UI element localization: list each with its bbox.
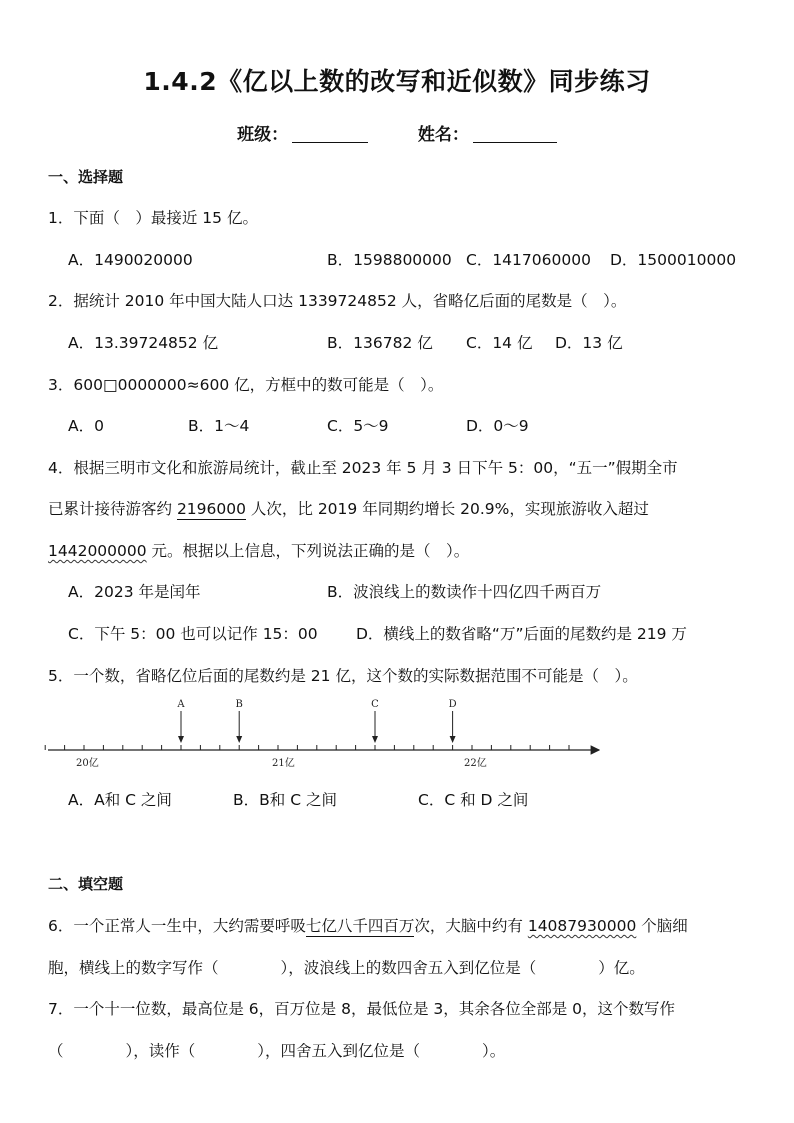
marker-label: C: [371, 699, 379, 710]
q6-text: 个脑细: [636, 917, 688, 935]
q4-option-a[interactable]: A．2023 年是闰年: [68, 583, 201, 601]
question-4-line-3: [48, 539, 469, 561]
marker-d: [449, 699, 457, 743]
underlined-number: 2196000: [176, 500, 246, 518]
tick-label-22: 22亿: [464, 758, 487, 769]
q3-option-b[interactable]: B．1～4: [188, 417, 250, 435]
tick-label-21: 21亿: [272, 758, 295, 769]
marker-c: [371, 699, 379, 743]
q3-option-d[interactable]: D．0～9: [466, 417, 529, 435]
q4-text: 元。根据以上信息，下列说法正确的是（ ）。: [146, 542, 470, 560]
q5-option-a[interactable]: A．A和 C 之间: [68, 791, 172, 809]
tick-marks: [45, 745, 569, 750]
q1-option-d[interactable]: D．1500010000: [610, 251, 737, 269]
q5-option-b[interactable]: B．B和 C 之间: [233, 791, 337, 809]
question-4-line-1: 4．根据三明市文化和旅游局统计，截止至 2023 年 5 月 3 日下午 5：00，“五一”假期全市: [48, 459, 678, 477]
question-7-line-2: （ ），读作（ ），四舍五入到亿位是（ ）。: [48, 1042, 506, 1060]
page-title: 1.4.2《亿以上数的改写和近似数》同步练习: [143, 67, 651, 96]
q2-option-a[interactable]: A．13.39724852 亿: [68, 334, 219, 352]
name-label: 姓名：: [417, 125, 469, 145]
class-label: 班级：: [237, 125, 289, 145]
student-info: [0, 120, 794, 145]
section-heading-fill-in: 二、填空题: [48, 875, 124, 893]
q4-option-b[interactable]: B．波浪线上的数读作十四亿四千两百万: [327, 583, 602, 601]
q4-text: 人次，比 2019 年同期约增长 20.9%，实现旅游收入超过: [245, 500, 649, 518]
point-markers: [176, 699, 456, 743]
marker-a: [176, 699, 185, 743]
question-4-line-2: [48, 497, 649, 519]
section-heading-choice: 一、选择题: [48, 168, 124, 186]
q4-option-d[interactable]: D．横线上的数省略“万”后面的尾数约是 219 万: [356, 625, 687, 643]
q5-option-c[interactable]: C．C 和 D 之间: [418, 791, 529, 809]
class-blank[interactable]: [292, 124, 368, 143]
q2-option-d[interactable]: D．13 亿: [555, 334, 623, 352]
q1-option-a[interactable]: A．1490020000: [68, 251, 193, 269]
question-7-line-1: 7．一个十一位数，最高位是 6，百万位是 8，最低位是 3，其余各位全部是 0，这个数写作: [48, 1000, 676, 1018]
q1-option-b[interactable]: B．1598800000: [327, 251, 452, 269]
q4-option-c[interactable]: C．下午 5：00 也可以记作 15：00: [68, 625, 318, 643]
marker-arrow-head: [372, 736, 378, 743]
marker-arrow-head: [178, 736, 184, 743]
q2-option-b[interactable]: B．136782 亿: [327, 334, 433, 352]
q6-text: 6．一个正常人一生中，大约需要呼吸: [48, 917, 306, 935]
marker-label: A: [177, 699, 185, 710]
q4-text: 已累计接待游客约: [48, 500, 177, 518]
underlined-words: 七亿八千四百万: [305, 917, 415, 935]
marker-label: D: [448, 699, 457, 710]
question-6-line-1: [48, 914, 688, 936]
q2-option-c[interactable]: C．14 亿: [466, 334, 533, 352]
marker-label: B: [235, 699, 243, 710]
wavy-underlined-number: 1442000000: [48, 542, 147, 560]
q3-option-a[interactable]: A．0: [68, 417, 104, 435]
marker-b: [236, 699, 243, 743]
q1-option-c[interactable]: C．1417060000: [466, 251, 591, 269]
name-blank[interactable]: [473, 124, 557, 143]
wavy-underlined-number: 14087930000: [527, 917, 637, 935]
tick-label-20: 20亿: [76, 758, 99, 769]
question-1-stem: 1．下面（ ）最接近 15 亿。: [48, 209, 258, 227]
question-6-line-2: 胞，横线上的数字写作（ ），波浪线上的数四舍五入到亿位是（ ）亿。: [48, 959, 645, 977]
marker-arrow-head: [450, 736, 456, 743]
question-3-stem: 3．600□0000000≈600 亿，方框中的数可能是（ ）。: [48, 376, 444, 394]
number-line: [44, 694, 606, 776]
q3-option-c[interactable]: C．5～9: [327, 417, 389, 435]
question-2-stem: 2．据统计 2010 年中国大陆人口达 1339724852 人，省略亿后面的尾数是（ ）。: [48, 292, 627, 310]
question-5-stem: 5．一个数，省略亿位后面的尾数约是 21 亿，这个数的实际数据范围不可能是（ ）。: [48, 667, 638, 685]
marker-arrow-head: [236, 736, 242, 743]
q6-text: 次，大脑中约有: [414, 917, 528, 935]
